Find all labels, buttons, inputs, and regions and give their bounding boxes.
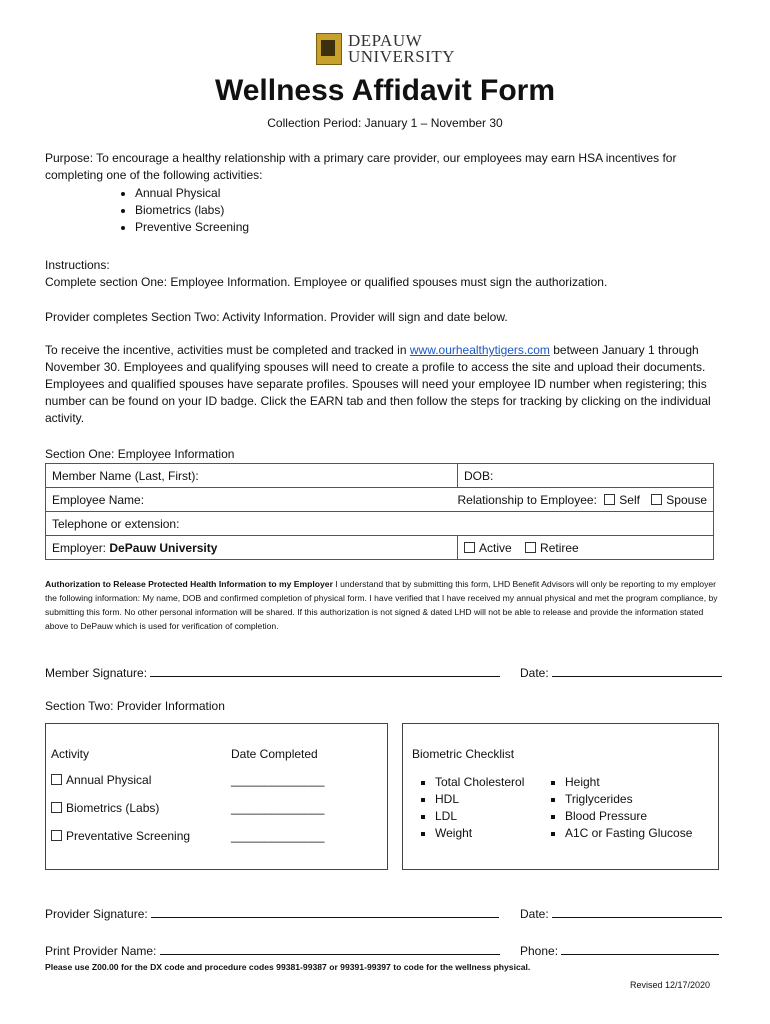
member-signature-line: Member Signature: [45,664,500,680]
checklist-header: Biometric Checklist [412,747,515,761]
employee-name-field[interactable]: Employee Name: [46,488,458,512]
checklist-item: ▪ Blood Pressure [565,808,692,825]
employer-value: DePauw University [109,540,218,555]
checklist-item: ▪ LDL [435,808,524,825]
checklist-item: ▪ A1C or Fasting Glucose [565,825,692,842]
checklist-item: ▪ Height [565,774,692,791]
instructions-section [45,257,725,427]
authorization-text: Authorization to Release Protected Health Information to my Employer I understand that by submitting this form, LHD Benefit Advisors will only be reporting to my employer the following information: My name, DOB and confirmed completion of physical form. I have verified that I have received my annual physical and met the program compliance, by submitting this form. No other personal information will be shared. If this authorization is not signed & dated LHD will not be able to release and provide the information stated above to DePauw which is used for verification of completion. [45,579,718,631]
status-field: Active Retiree [458,536,714,560]
activity-annual-physical: Annual Physical [51,773,151,787]
university-logo [316,33,455,65]
provider-signature-input[interactable] [151,905,499,918]
checklist-item: ▪ Triglycerides [565,791,692,808]
coding-note: Please use Z00.00 for the DX code and procedure codes 99381-99387 or 99391-99397 to code for the wellness physical. [45,962,531,972]
member-name-field[interactable]: Member Name (Last, First): [46,464,458,488]
form-title: Wellness Affidavit Form [214,74,556,107]
purpose-section [45,150,725,236]
member-date-line: Date: [520,664,722,680]
date-completed-header: Date Completed [231,747,318,761]
member-signature-input[interactable] [150,664,500,677]
date-blank[interactable]: ______________ [231,773,325,787]
activity-box [45,723,388,870]
preventative-screening-checkbox[interactable] [51,830,62,841]
purpose-item: • Preventive Screening [135,219,725,236]
biometrics-checkbox[interactable] [51,802,62,813]
ourhealthytigers-link[interactable]: www.ourhealthytigers.com [409,343,550,357]
date-blank[interactable]: ______________ [231,801,325,815]
member-date-input[interactable] [552,664,722,677]
spouse-checkbox[interactable] [651,494,662,505]
biometric-checklist-box [402,723,719,870]
checklist-item: ▪ Total Cholesterol [435,774,524,791]
checklist-col1 [403,774,524,842]
university-seal-icon [316,33,342,65]
dob-field[interactable]: DOB: [458,464,714,488]
revised-date: Revised 12/17/2020 [630,980,711,990]
purpose-text: Purpose: To encourage a healthy relationship with a primary care provider, our employees may earn HSA incentives for completing one of the following activities: [45,151,677,182]
instructions-line1: Complete section One: Employee Information. Employee or qualified spouses must sign the authorization. [45,275,608,289]
provider-date-line: Date: [520,905,722,921]
purpose-item: • Biometrics (labs) [135,202,725,219]
section2-heading: Section Two: Provider Information [45,699,225,713]
relationship-field: Relationship to Employee: Self Spouse [458,488,714,512]
logo-line1: DEPAUW [348,31,423,50]
employer-field: Employer: DePauw University [46,536,458,560]
checklist-item: ▪ HDL [435,791,524,808]
provider-phone-input[interactable] [561,942,719,955]
self-checkbox[interactable] [604,494,615,505]
activity-preventative-screening: Preventative Screening [51,829,190,843]
section1-heading: Section One: Employee Information [45,447,235,461]
active-checkbox[interactable] [464,542,475,553]
annual-physical-checkbox[interactable] [51,774,62,785]
date-blank[interactable]: ______________ [231,829,325,843]
instructions-line3: To receive the incentive, activities must be completed and tracked in www.ourhealthytigers.com between January 1 through November 30. Employees and qualifying spouses will need to create a profile to access the site and upload their documents. Employees and qualified spouses have separate profiles. Spouses will need your employee ID number when registering; this number can be found on your ID badge. Click the EARN tab and then follow the steps for tracking by clicking on the individual activity. [45,343,711,425]
retiree-checkbox[interactable] [525,542,536,553]
collection-period: Collection Period: January 1 – November 30 [267,116,503,130]
checklist-col2 [533,774,692,842]
provider-signature-line: Provider Signature: [45,905,499,921]
instructions-line2: Provider completes Section Two: Activity Information. Provider will sign and date below. [45,310,508,324]
provider-name-line: Print Provider Name: [45,942,500,958]
telephone-field[interactable]: Telephone or extension: [46,512,714,536]
logo-line2: UNIVERSITY [348,47,455,66]
instructions-heading: Instructions: [45,258,110,272]
provider-name-input[interactable] [160,942,500,955]
provider-phone-line: Phone: [520,942,719,958]
provider-date-input[interactable] [552,905,722,918]
employee-info-table [45,463,714,560]
activity-header: Activity [51,747,90,761]
purpose-item: • Annual Physical [135,185,725,202]
checklist-item: ▪ Weight [435,825,524,842]
activity-biometrics: Biometrics (Labs) [51,801,159,815]
